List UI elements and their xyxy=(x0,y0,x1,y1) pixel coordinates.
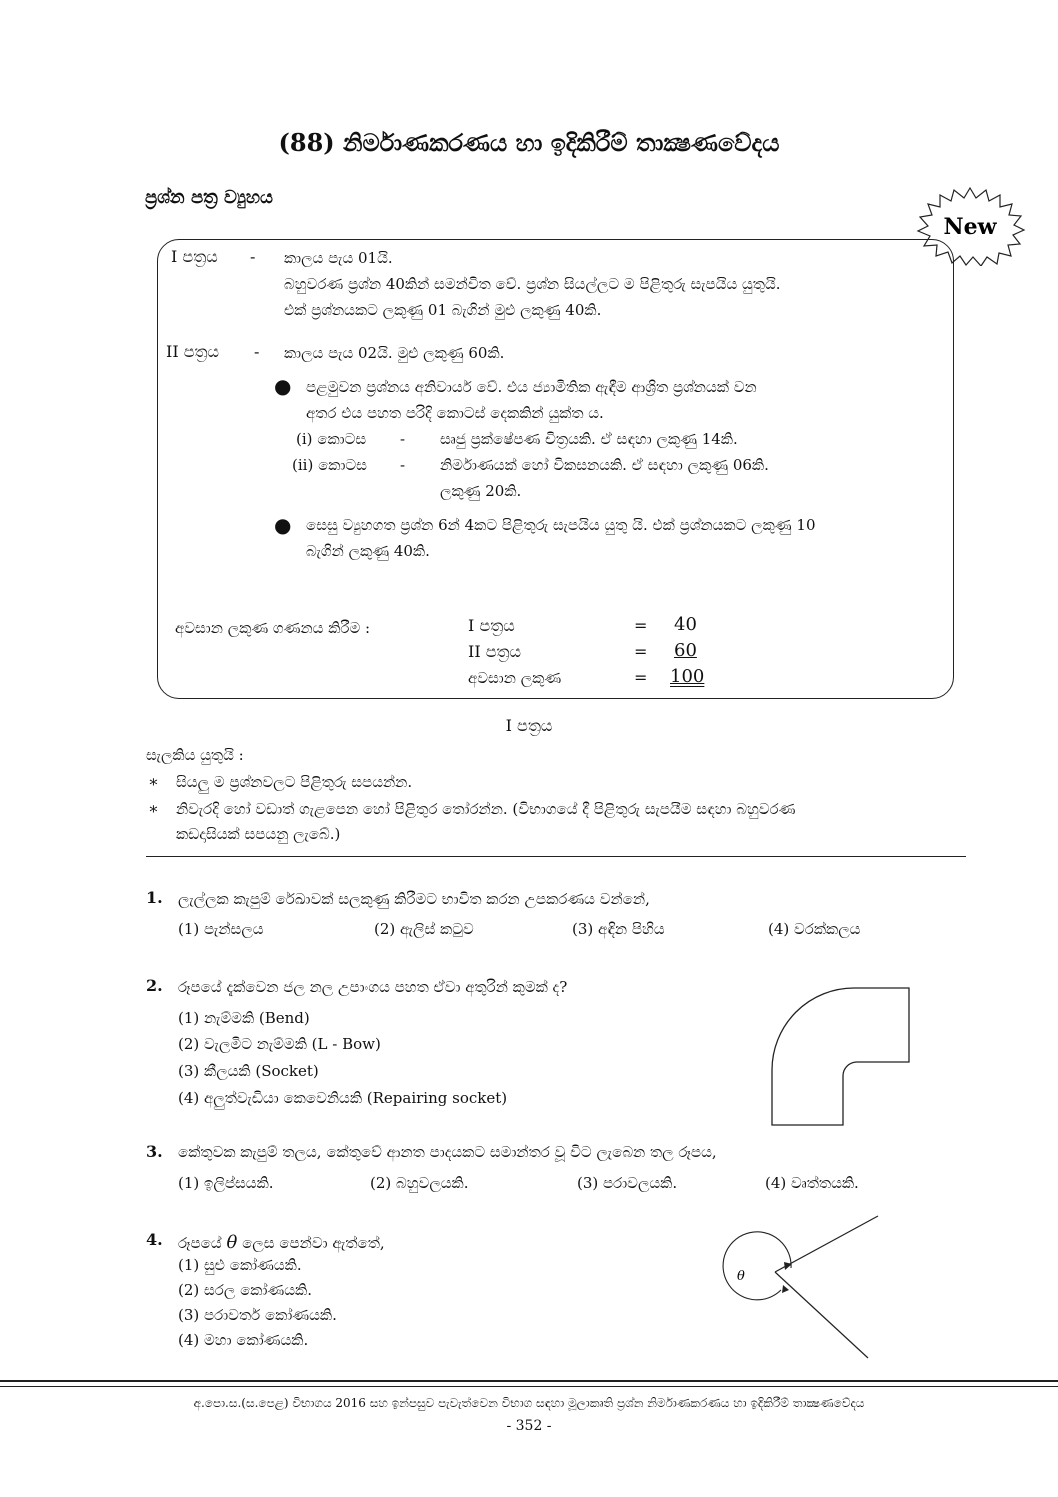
calc-value-1: 40 xyxy=(674,614,697,635)
paper2-label: II පත්‍රය xyxy=(166,342,220,361)
q3-option-1: (1) ඉලිප්සයකි. xyxy=(178,1174,274,1192)
q3-option-3: (3) පරාවලයකි. xyxy=(577,1174,678,1192)
part1-text: සෘජු ප්‍රක්ෂේපණ චිත්‍රයකි. ඒ සඳහා ලකුණු 14කි. xyxy=(440,430,738,448)
q4-option-4: (4) මහා කෝණයකි. xyxy=(178,1331,309,1349)
calc-value-2: 60 xyxy=(674,640,697,661)
angle-figure xyxy=(715,1210,890,1365)
q4-option-3: (3) පරාවර්ත කෝණයකි. xyxy=(178,1306,337,1324)
divider xyxy=(146,856,966,857)
dash: - xyxy=(254,342,260,361)
paper1-label: I පත්‍රය xyxy=(171,247,218,266)
q2-option-3: (3) කීලයකි (Socket) xyxy=(178,1062,319,1080)
q1-text: ලැල්ලක කැපුම් රේඛාවක් සලකුණු කිරීමට භාවිත කරන උපකරණය වන්නේ, xyxy=(178,890,650,908)
part1-label: (i) කොටස xyxy=(296,430,367,448)
bullet2-line2: බැගින් ලකුණු 40කි. xyxy=(306,542,430,560)
q1-option-1: (1) පැන්සලය xyxy=(178,920,264,938)
calc-eq-3: = xyxy=(634,668,648,687)
calc-eq-2: = xyxy=(634,642,648,661)
bullet2-line1: සෙසු ව්‍යුහගත ප්‍රශ්න 6න් 4කට පිළිතුරු සැපයිය යුතු යි. එක් ප්‍රශ්නයකට ලකුණු 10 xyxy=(306,516,816,534)
q2-option-1: (1) නැම්මකි (Bend) xyxy=(178,1009,310,1027)
theta-symbol: θ xyxy=(226,1232,238,1253)
paper1-line1: කාලය පැය 01යි. xyxy=(284,249,393,267)
footer-rule xyxy=(0,1386,1058,1387)
structure-heading: ප්‍රශ්න පත්‍ර ව්‍යුහය xyxy=(145,187,274,208)
part2-text: නිර්මාණයක් හෝ විකසනයකි. ඒ සඳහා ලකුණු 06කි. xyxy=(440,456,769,474)
pipe-bend-outline xyxy=(772,988,909,1125)
pipe-bend-figure xyxy=(765,980,915,1130)
dash: - xyxy=(400,456,406,474)
paper1-line2: බහුවරණ ප්‍රශ්න 40කින් සමන්විත වේ. ප්‍රශ්න සියල්ලට ම පිළිතුරු සැපයිය යුතුයි. xyxy=(284,275,781,293)
bullet-icon: ● xyxy=(274,374,292,398)
q1-option-4: (4) වරක්කලය xyxy=(768,920,861,938)
footer-rule xyxy=(0,1380,1058,1382)
arrowhead-icon xyxy=(782,1285,789,1293)
calc-label-2: II පත්‍රය xyxy=(468,642,522,661)
q3-number: 3. xyxy=(146,1142,163,1161)
footer-text: අ.පො.ස.(ස.පෙළ) විභාගය 2016 සහ ඉන්පසුව පැවැත්වෙන විභාග සඳහා මූලාකෘති ප්‍රශ්න නිර්මාණකරණය හා ඉදිකිරීම් තාක්‍ෂණවේදය xyxy=(193,1396,865,1410)
notes-heading: සැලකිය යුතුයි : xyxy=(146,746,244,764)
bullet-icon: ● xyxy=(274,513,292,537)
angle-arc xyxy=(723,1232,791,1300)
q4-option-1: (1) සුළු කෝණයකි. xyxy=(178,1256,302,1274)
dash: - xyxy=(400,430,406,448)
part2-label: (ii) කොටස xyxy=(292,456,367,474)
angle-ray-upper xyxy=(775,1216,878,1272)
star-icon: ∗ xyxy=(148,772,159,791)
part2-total: ලකුණු 20කි. xyxy=(440,482,522,500)
q4-text: රූපයේ θ ලෙස පෙන්වා ඇත්තේ, xyxy=(178,1232,385,1253)
final-mark-label: අවසාන ලකුණ ගණනය කිරීම : xyxy=(175,619,371,637)
badge-label: New xyxy=(943,214,997,240)
paper1-line3: එක් ප්‍රශ්නයකට ලකුණු 01 බැගින් මුළු ලකුණු 40කි. xyxy=(284,301,602,319)
star-icon: ∗ xyxy=(148,799,159,818)
calc-eq-1: = xyxy=(634,616,648,635)
q1-option-2: (2) ඇලිස් කටුව xyxy=(374,920,474,938)
bullet1-line1: පළමුවන ප්‍රශ්නය අනිවාර්ය වේ. එය ජ්‍යාමිතික ඇඳීම ආශ්‍රිත ප්‍රශ්නයක් වන xyxy=(306,378,757,396)
calc-label-1: I පත්‍රය xyxy=(468,616,515,635)
q2-option-2: (2) වැලමිට නැම්මකි (L - Bow) xyxy=(178,1035,381,1053)
page-title: (88) නිර්මාණකරණය හා ඉදිකිරීම් තාක්‍ෂණවේදය xyxy=(278,128,780,157)
q1-option-3: (3) අඳින පිහිය xyxy=(572,920,665,938)
note-1: සියලු ම ප්‍රශ්නවලට පිළිතුරු සපයන්න. xyxy=(176,773,413,791)
calc-value-3: 100 xyxy=(670,666,705,687)
note-2-line1: නිවැරදි හෝ වඩාත් ගැළපෙන හෝ පිළිතුර තෝරන්න. (විභාගයේ දී පිළිතුරු සැපයීම සඳහා බහුවරණ xyxy=(176,800,796,818)
q2-number: 2. xyxy=(146,976,163,995)
paper-heading: I පත්‍රය xyxy=(505,716,553,735)
q4-option-2: (2) සරල කෝණයකි. xyxy=(178,1281,312,1299)
q1-number: 1. xyxy=(146,888,163,907)
note-2-line2: කඩදාසියක් සපයනු ලැබේ.) xyxy=(176,825,341,843)
bullet1-line2: අතර එය පහත පරිදි කොටස් දෙකකින් යුක්ත ය. xyxy=(306,404,604,422)
calc-label-3: අවසාන ලකුණ xyxy=(468,669,562,687)
q3-option-2: (2) බහුවලයකි. xyxy=(370,1174,469,1192)
q4-number: 4. xyxy=(146,1230,163,1249)
q2-option-4: (4) අලුත්වැඩියා කෙවෙනියකි (Repairing socket) xyxy=(178,1089,508,1107)
angle-ray-lower xyxy=(775,1272,868,1358)
dash: - xyxy=(250,247,256,266)
paper2-line1: කාලය පැය 02යි. මුළු ලකුණු 60කි. xyxy=(284,344,505,362)
q2-text: රූපයේ දැක්වෙන ජල නල උපාංගය පහත ඒවා අතුරින් කුමක් ද? xyxy=(178,978,568,996)
q3-option-4: (4) වෘත්තයකි. xyxy=(765,1174,859,1192)
page-number: - 352 - xyxy=(506,1418,552,1434)
theta-label: θ xyxy=(737,1269,745,1284)
q3-text: කේතුවක කැපුම් තලය, කේතුවේ ආනත පාදයකට සමාන්තර වූ විට ලැබෙන තල රූපය, xyxy=(178,1143,717,1161)
